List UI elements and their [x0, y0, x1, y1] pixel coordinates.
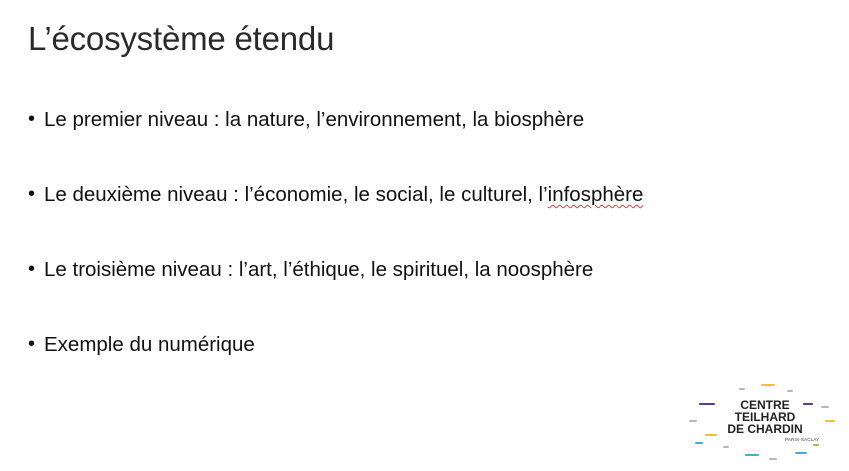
logo-subtitle: PARIS-SACLAY	[785, 437, 820, 442]
spellcheck-flagged-word[interactable]: infosphère	[547, 183, 644, 206]
bullet-text-main: Le deuxième niveau : l’économie, le social, le culturel, l’	[44, 183, 548, 206]
bullet-text	[44, 183, 643, 207]
bullet-marker: •	[28, 183, 36, 205]
bullet-marker: •	[28, 333, 36, 355]
logo-dash	[761, 384, 775, 386]
logo-dash	[745, 454, 759, 456]
logo-line-3: DE CHARDIN	[727, 422, 803, 436]
logo-dash	[695, 442, 703, 444]
logo-dash	[787, 390, 793, 392]
bullet-text-main: Exemple du numérique	[44, 333, 255, 356]
logo-dash	[813, 444, 819, 446]
logo-line-1: CENTRE	[740, 398, 790, 412]
bullet-marker: •	[28, 108, 36, 130]
bullet-text-main: Le premier niveau : la nature, l’environnement, la biosphère	[44, 108, 585, 131]
logo-dash	[795, 452, 807, 454]
centre-teilhard-de-chardin-logo	[685, 378, 845, 468]
bullet-marker: •	[28, 258, 36, 280]
bullet-text	[44, 333, 255, 357]
bullet-text	[44, 108, 584, 132]
logo-dash	[723, 446, 729, 448]
logo-dash	[769, 458, 777, 460]
logo-line-2: TEILHARD	[734, 410, 796, 424]
bullet-text	[44, 258, 593, 282]
logo-dash	[739, 388, 745, 390]
bullet-text-main: Le troisième niveau : l’art, l’éthique, le spirituel, la noosphère	[44, 258, 594, 281]
slide-title: L’écosystème étendu	[28, 20, 335, 57]
